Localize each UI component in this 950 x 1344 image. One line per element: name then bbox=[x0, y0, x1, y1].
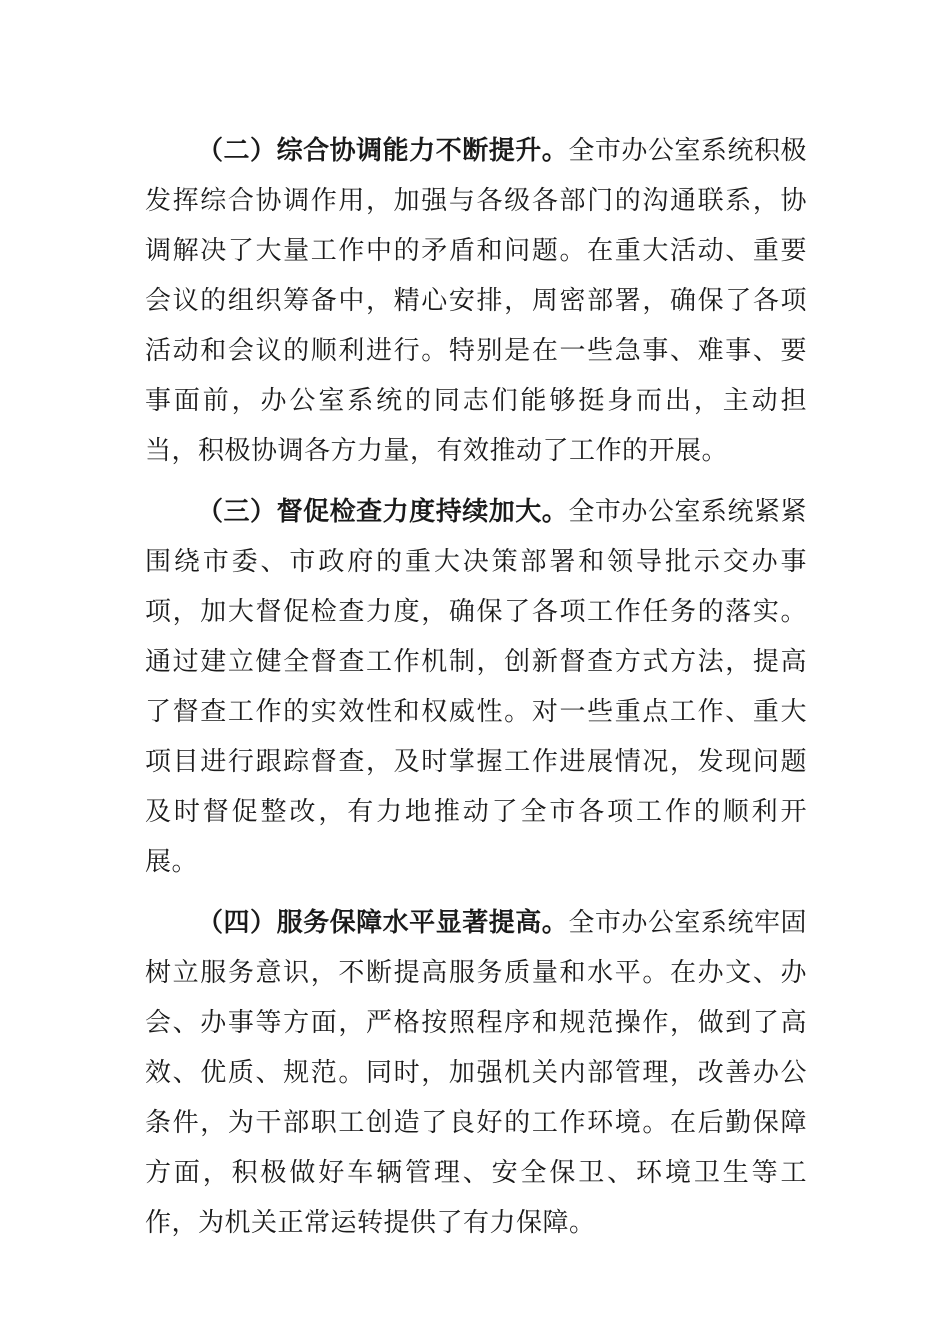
paragraph-supervision bbox=[145, 487, 807, 887]
paragraph-body: 全市办公室系统紧紧围绕市委、市政府的重大决策部署和领导批示交办事项，加大督促检查力度，确保了各项工作任务的落实。通过建立健全督查工作机制，创新督查方式方法，提高了督查工作的实效性和权威性。对一些重点工作、重大项目进行跟踪督查，及时掌握工作进展情况，发现问题及时督促整改，有力地推动了全市各项工作的顺利开展。 bbox=[145, 497, 807, 877]
paragraph-service bbox=[145, 898, 807, 1248]
paragraph-body: 全市办公室系统牢固树立服务意识，不断提高服务质量和水平。在办文、办会、办事等方面，严格按照程序和规范操作，做到了高效、优质、规范。同时，加强机关内部管理，改善办公条件，为干部职工创造了良好的工作环境。在后勤保障方面，积极做好车辆管理、安全保卫、环境卫生等工作，为机关正常运转提供了有力保障。 bbox=[145, 908, 807, 1238]
document-page bbox=[145, 126, 807, 1259]
paragraph-body: 全市办公室系统积极发挥综合协调作用，加强与各级各部门的沟通联系，协调解决了大量工作中的矛盾和问题。在重大活动、重要会议的组织筹备中，精心安排，周密部署，确保了各项活动和会议的顺利进行。特别是在一些急事、难事、要事面前，办公室系统的同志们能够挺身而出，主动担当，积极协调各方力量，有效推动了工作的开展。 bbox=[145, 136, 807, 466]
paragraph-heading: （三）督促检查力度持续加大。 bbox=[197, 497, 569, 527]
paragraph-heading: （四）服务保障水平显著提高。 bbox=[197, 908, 569, 938]
paragraph-heading: （二）综合协调能力不断提升。 bbox=[197, 136, 569, 166]
paragraph-coordination bbox=[145, 126, 807, 476]
